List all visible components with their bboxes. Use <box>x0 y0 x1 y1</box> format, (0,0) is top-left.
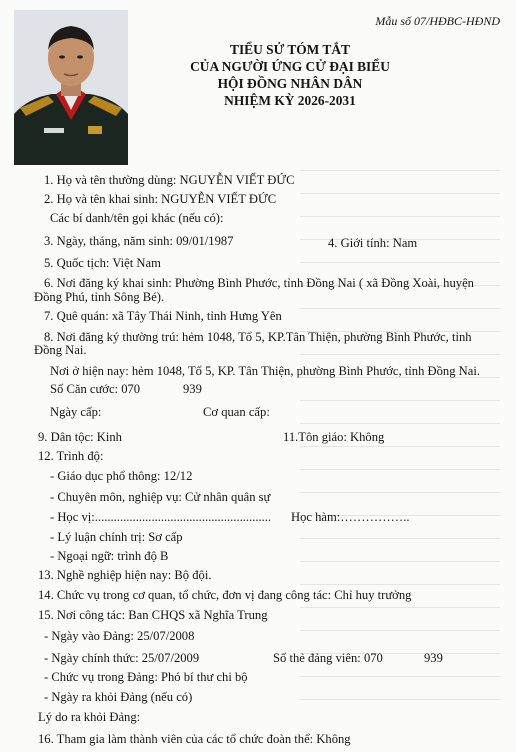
current-position: 14. Chức vụ trong cơ quan, tổ chức, đơn vị đang công tác: Chỉ huy trưởng <box>38 588 412 602</box>
birth-registration-place-cont: Đồng Phú, tỉnh Sông Bé). <box>34 290 165 304</box>
party-card-number-tail: 939 <box>424 651 443 665</box>
id-issue-date: Ngày cấp: <box>50 405 102 419</box>
form-number: Mẫu số 07/HĐBC-HĐND <box>375 14 500 28</box>
id-issue-place: Cơ quan cấp: <box>203 405 270 419</box>
document-title-line-1: TIỂU SỬ TÓM TẮT <box>230 42 350 57</box>
document-title-line-4: NHIỆM KỲ 2026-2031 <box>224 93 356 108</box>
birth-name: 2. Họ và tên khai sinh: NGUYỄN VIẾT ĐỨC <box>44 192 277 206</box>
party-position: - Chức vụ trong Đảng: Phó bí thư chi bộ <box>44 670 248 684</box>
current-occupation: 13. Nghề nghiệp hiện nay: Bộ đội. <box>38 568 212 582</box>
document-title-line-2: CỦA NGƯỜI ỨNG CỬ ĐẠI BIỂU <box>190 59 390 74</box>
academic-title: Học hàm:…………….. <box>291 510 410 524</box>
foreign-language: - Ngoại ngữ: trình độ B <box>50 549 169 563</box>
birth-registration-place: 6. Nơi đăng ký khai sinh: Phường Bình Phước, tỉnh Đồng Nai ( xã Đồng Xoài, huyện <box>44 276 474 290</box>
party-leave-date: - Ngày ra khỏi Đảng (nếu có) <box>44 690 193 704</box>
permanent-residence: 8. Nơi đăng ký thường trú: hẻm 1048, Tổ 5, KP.Tân Thiện, phường Bình Phước, tỉnh <box>44 330 472 344</box>
workplace: 15. Nơi công tác: Ban CHQS xã Nghĩa Trung <box>38 608 268 622</box>
party-card-number: Số thẻ đảng viên: 070 <box>273 651 383 665</box>
id-number-tail: 939 <box>183 382 202 396</box>
academic-degree: - Học vị:........................................................ <box>50 510 272 524</box>
permanent-residence-cont: Đồng Nai. <box>34 343 87 357</box>
current-residence: Nơi ở hiện nay: hẻm 1048, Tổ 5, KP. Tân Thiện, phường Bình Phước, tỉnh Đồng Nai. <box>50 364 480 378</box>
ethnicity: 9. Dân tộc: Kinh <box>38 430 122 444</box>
aliases: Các bí danh/tên gọi khác (nếu có): <box>50 211 224 225</box>
id-number: Số Căn cước: 070 <box>50 382 141 396</box>
organization-membership: 16. Tham gia làm thành viên của các tổ chức đoàn thể: Không <box>38 732 351 746</box>
document-title-line-3: HỘI ĐỒNG NHÂN DÂN <box>217 76 363 91</box>
party-leave-reason: Lý do ra khỏi Đảng: <box>38 710 141 724</box>
education-heading: 12. Trình độ: <box>38 449 104 463</box>
hometown: 7. Quê quán: xã Tây Thái Ninh, tỉnh Hưng Yên <box>44 309 282 323</box>
party-join-date: - Ngày vào Đảng: 25/07/2008 <box>44 629 195 643</box>
portrait-photo <box>14 10 128 165</box>
gender: 4. Giới tính: Nam <box>328 236 418 250</box>
nationality: 5. Quốc tịch: Việt Nam <box>44 256 161 270</box>
date-of-birth: 3. Ngày, tháng, năm sinh: 09/01/1987 <box>44 234 234 248</box>
party-official-date: - Ngày chính thức: 25/07/2009 <box>44 651 200 665</box>
political-theory: - Lý luận chính trị: Sơ cấp <box>50 530 183 544</box>
general-education: - Giáo dục phổ thông: 12/12 <box>50 469 193 483</box>
common-name: 1. Họ và tên thường dùng: NGUYỄN VIẾT ĐỨC <box>44 173 295 187</box>
religion: 11.Tôn giáo: Không <box>283 430 385 444</box>
professional-qualification: - Chuyên môn, nghiệp vụ: Cử nhân quân sự <box>50 490 271 504</box>
